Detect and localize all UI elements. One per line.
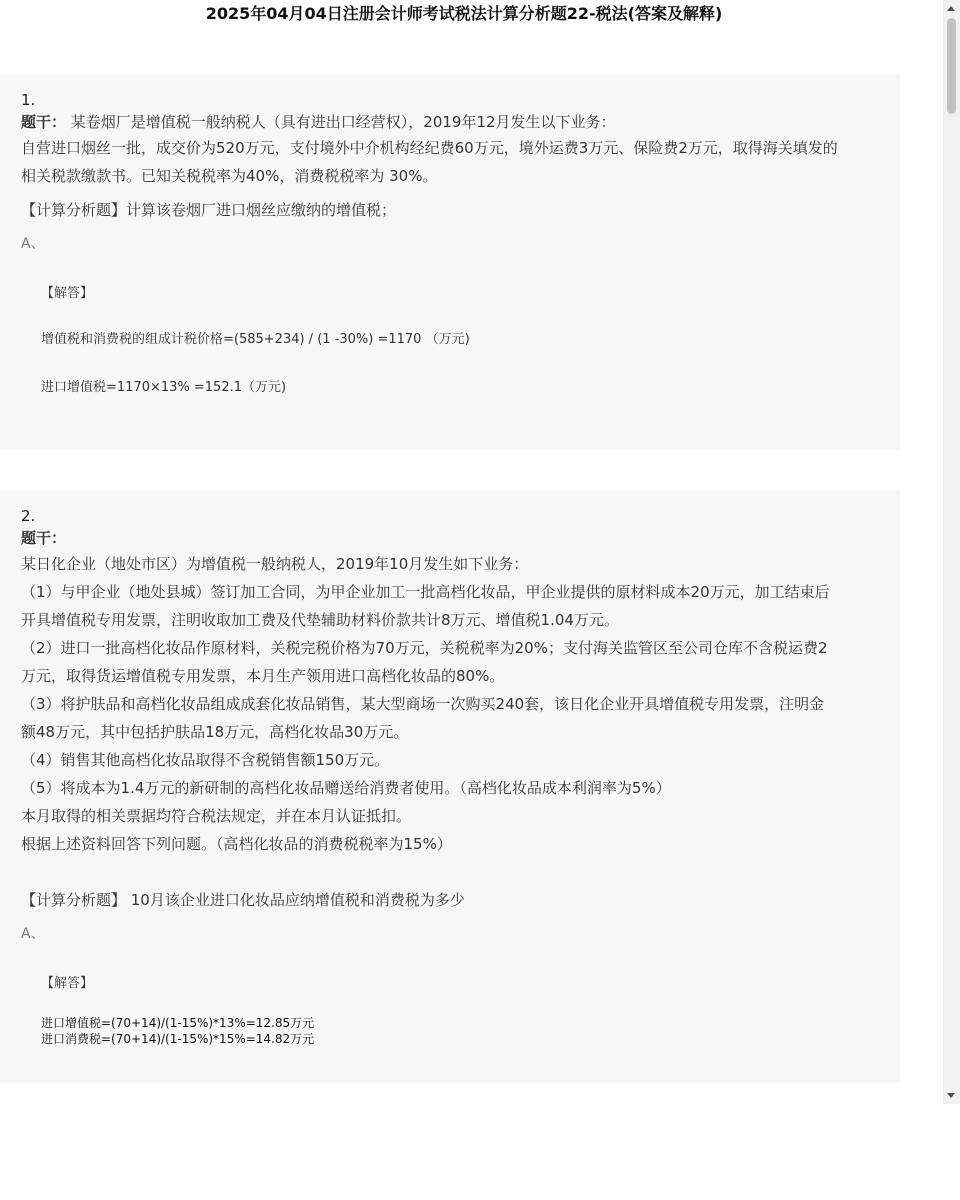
answer-block	[21, 282, 880, 397]
question-prompt: 【计算分析题】 10月该企业进口化妆品应纳增值税和消费税为多少	[21, 891, 465, 909]
option-a[interactable]: A、	[21, 236, 45, 252]
stem-label: 题干：	[21, 529, 67, 547]
stem-line: 开具增值税专用发票，注明收取加工费及代垫辅助材料价款共计8万元、增值税1.04万元。	[21, 611, 619, 629]
question-stem-header	[21, 110, 880, 134]
answer-line: 进口增值税=1170×13% =152.1（万元)	[41, 380, 287, 395]
stem-line: （4）销售其他高档化妆品取得不含税销售额150万元。	[21, 751, 390, 769]
question-card-1	[0, 74, 900, 450]
stem-line: （5）将成本为1.4万元的新研制的高档化妆品赠送给消费者使用。（高档化妆品成本利润率为5%）	[21, 779, 671, 797]
scroll-thumb[interactable]	[947, 18, 956, 114]
scroll-up-icon[interactable]	[947, 6, 955, 11]
stem-intro: 某卷烟厂是增值税一般纳税人（具有进出口经营权），2019年12月发生以下业务：	[70, 113, 616, 131]
stem-line: 某日化企业（地处市区）为增值税一般纳税人，2019年10月发生如下业务：	[21, 555, 529, 573]
stem-line: 额48万元，其中包括护肤品18万元，高档化妆品30万元。	[21, 723, 409, 741]
stem-line: （3）将护肤品和高档化妆品组成成套化妆品销售，某大型商场一次购买240套，该日化企业开具增值税专用发票，注明金	[21, 695, 825, 713]
stem-line: 万元，取得货运增值税专用发票，本月生产领用进口高档化妆品的80%。	[21, 667, 505, 685]
stem-label: 题干：	[21, 113, 67, 131]
answer-line: 进口消费税=(70+14)/(1-15%)*15%=14.82万元	[41, 1032, 315, 1046]
question-number: 1.	[21, 91, 36, 109]
answer-block	[21, 972, 880, 1047]
answer-label: 【解答】	[41, 976, 94, 991]
stem-line: （1）与甲企业（地处县城）签订加工合同，为甲企业加工一批高档化妆品，甲企业提供的原材料成本20万元，加工结束后	[21, 583, 830, 601]
answer-line: 进口增值税=(70+14)/(1-15%)*13%=12.85万元	[41, 1016, 315, 1030]
option-a[interactable]: A、	[21, 926, 45, 942]
question-prompt: 【计算分析题】计算该卷烟厂进口烟丝应缴纳的增值税；	[21, 201, 397, 219]
question-card-2	[0, 490, 900, 1083]
question-number: 2.	[21, 507, 36, 525]
answer-line: 增值税和消费税的组成计税价格=(585+234) / (1 -30%) =1170 （万元)	[41, 332, 470, 347]
page-title: 2025年04月04日注册会计师考试税法计算分析题22-税法(答案及解释)	[205, 4, 723, 23]
stem-line: 自营进口烟丝一批，成交价为520万元，支付境外中介机构经纪费60万元，境外运费3万元、保险费2万元，取得海关填发的	[21, 139, 838, 157]
stem-line: 根据上述资料回答下列问题。（高档化妆品的消费税税率为15%）	[21, 835, 452, 853]
stem-line: 相关税款缴款书。已知关税税率为40%，消费税税率为 30%。	[21, 167, 438, 185]
stem-line: （2）进口一批高档化妆品作原材料，关税完税价格为70万元，关税税率为20%；支付海关监管区至公司仓库不含税运费2	[21, 639, 828, 657]
answer-label: 【解答】	[41, 286, 94, 301]
question-stem-header	[21, 526, 880, 550]
stem-line: 本月取得的相关票据均符合税法规定，并在本月认证抵扣。	[21, 807, 412, 825]
vertical-scrollbar[interactable]	[943, 0, 960, 1104]
scroll-down-icon[interactable]	[947, 1093, 955, 1098]
